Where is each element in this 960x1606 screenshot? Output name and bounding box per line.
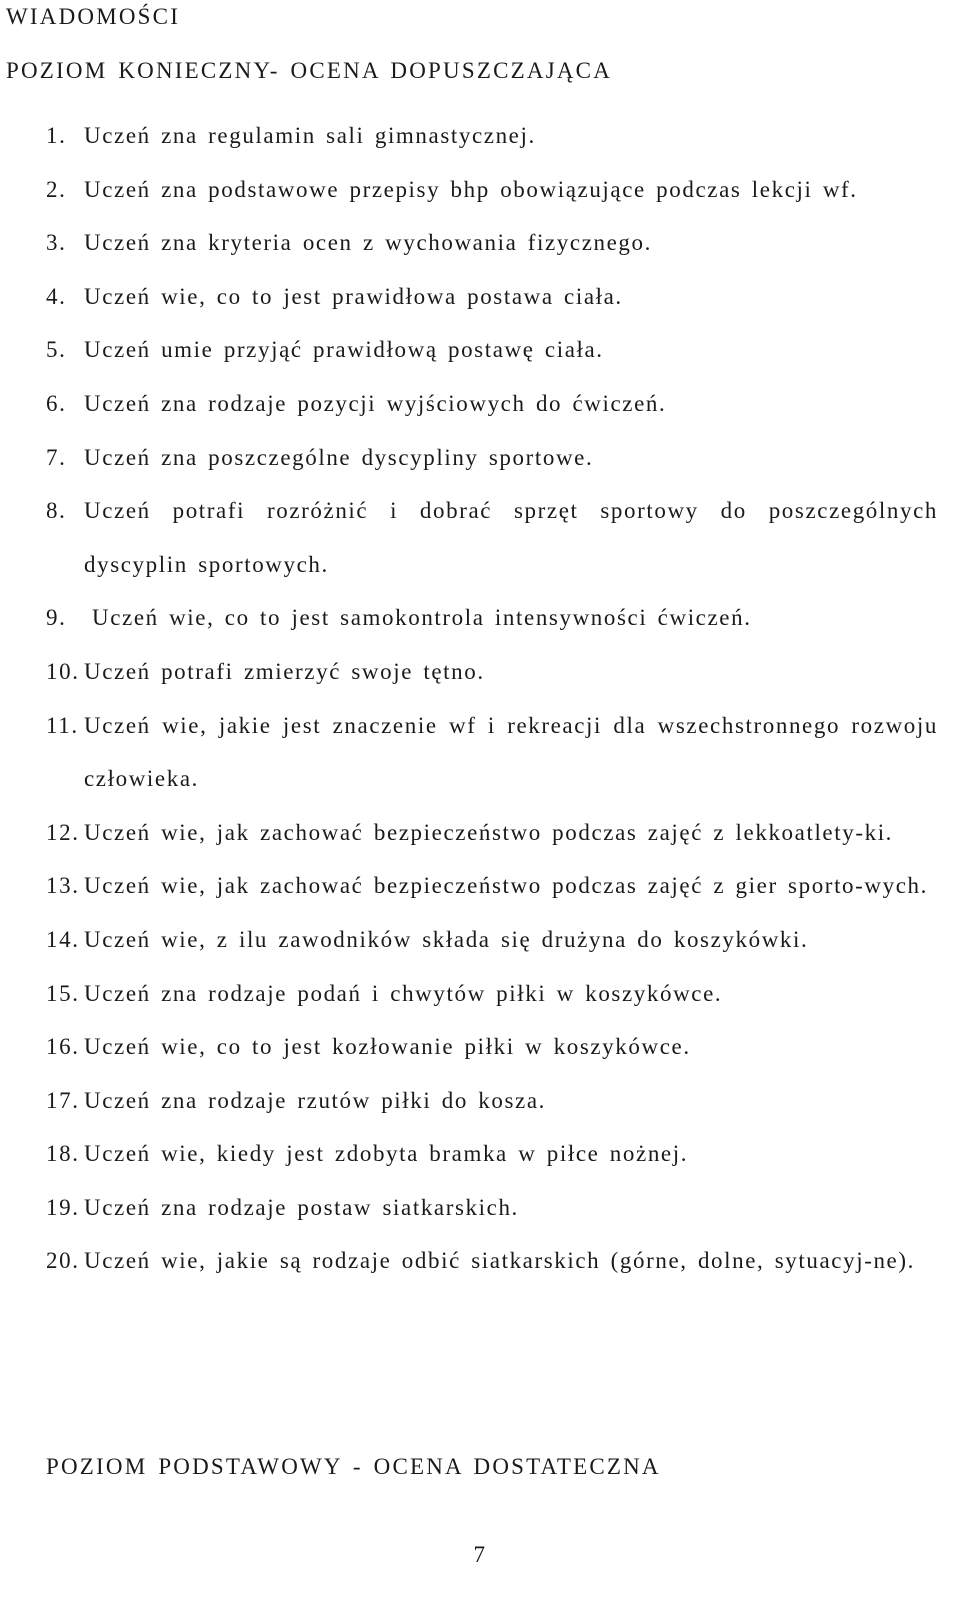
list-item <box>0 484 960 591</box>
list-item <box>0 377 960 431</box>
item-text: Uczeń wie, co to jest kozłowanie piłki w koszykówce. <box>84 1034 691 1060</box>
item-text: Uczeń wie, kiedy jest zdobyta bramka w piłce nożnej. <box>84 1141 689 1167</box>
item-text: Uczeń zna poszczególne dyscypliny sportowe. <box>84 444 594 470</box>
list-item <box>0 967 960 1021</box>
list-item <box>0 859 960 913</box>
item-number: 12. <box>46 819 80 845</box>
list-item <box>0 699 960 806</box>
item-number: 11. <box>46 712 79 738</box>
item-number: 14. <box>46 926 80 952</box>
list-item <box>0 806 960 860</box>
item-text: Uczeń potrafi zmierzyć swoje tętno. <box>84 658 485 684</box>
list-item <box>0 1234 960 1288</box>
item-text: Uczeń potrafi rozróżnić i dobrać sprzęt sportowy do poszczególnych dyscyplin sportowych. <box>84 498 938 577</box>
item-text: Uczeń zna rodzaje podań i chwytów piłki w koszykówce. <box>84 980 723 1006</box>
item-number: 20. <box>46 1248 80 1274</box>
list-item <box>0 216 960 270</box>
item-number: 5. <box>46 337 67 363</box>
list-item <box>0 431 960 485</box>
list-item <box>0 1074 960 1128</box>
list-item <box>0 591 960 645</box>
item-number: 19. <box>46 1194 80 1220</box>
list-item <box>0 1181 960 1235</box>
requirements-list <box>0 109 960 1288</box>
list-item <box>0 270 960 324</box>
item-number: 9. <box>46 605 67 631</box>
item-text: Uczeń zna rodzaje rzutów piłki do kosza. <box>84 1087 546 1113</box>
item-text: Uczeń wie, z ilu zawodników składa się drużyna do koszykówki. <box>84 926 809 952</box>
list-item <box>0 163 960 217</box>
level-heading-konieczny: POZIOM KONIECZNY- OCENA DOPUSZCZAJĄCA <box>6 58 613 83</box>
item-text: Uczeń wie, jak zachować bezpieczeństwo podczas zajęć z gier sporto-wych. <box>84 873 928 899</box>
item-number: 18. <box>46 1141 80 1167</box>
item-number: 3. <box>46 230 67 256</box>
item-number: 16. <box>46 1034 80 1060</box>
level-heading-podstawowy: POZIOM PODSTAWOWY - OCENA DOSTATECZNA <box>46 1454 661 1479</box>
item-text: Uczeń wie, jakie są rodzaje odbić siatkarskich (górne, dolne, sytuacyj-ne). <box>84 1248 915 1274</box>
item-text: Uczeń wie, co to jest prawidłowa postawa ciała. <box>84 283 623 309</box>
item-text: Uczeń wie, jak zachować bezpieczeństwo podczas zajęć z lekkoatlety-ki. <box>84 819 894 845</box>
item-number: 8. <box>46 498 67 524</box>
item-number: 2. <box>46 176 67 202</box>
list-item <box>0 645 960 699</box>
document-title: WIADOMOŚCI <box>6 4 181 29</box>
list-item <box>0 109 960 163</box>
item-text: Uczeń umie przyjąć prawidłową postawę ciała. <box>84 337 604 363</box>
item-number: 7. <box>46 444 67 470</box>
item-number: 13. <box>46 873 80 899</box>
item-number: 6. <box>46 390 67 416</box>
item-number: 4. <box>46 283 67 309</box>
item-number: 15. <box>46 980 80 1006</box>
list-item <box>0 1020 960 1074</box>
item-number: 17. <box>46 1087 80 1113</box>
item-text: Uczeń zna regulamin sali gimnastycznej. <box>84 123 536 148</box>
item-text: Uczeń zna rodzaje postaw siatkarskich. <box>84 1194 519 1220</box>
item-text: Uczeń wie, co to jest samokontrola intensywności ćwiczeń. <box>92 605 752 631</box>
item-text: Uczeń zna rodzaje pozycji wyjściowych do ćwiczeń. <box>84 390 667 416</box>
page-number: 7 <box>473 1542 487 1567</box>
item-text: Uczeń zna podstawowe przepisy bhp obowiązujące podczas lekcji wf. <box>84 176 858 202</box>
list-item <box>0 1127 960 1181</box>
item-text: Uczeń wie, jakie jest znaczenie wf i rekreacji dla wszechstronnego rozwoju człowieka. <box>84 712 938 792</box>
item-text: Uczeń zna kryteria ocen z wychowania fizycznego. <box>84 230 652 256</box>
item-number: 1. <box>46 123 67 148</box>
list-item <box>0 913 960 967</box>
list-item <box>0 323 960 377</box>
item-number: 10. <box>46 658 80 684</box>
